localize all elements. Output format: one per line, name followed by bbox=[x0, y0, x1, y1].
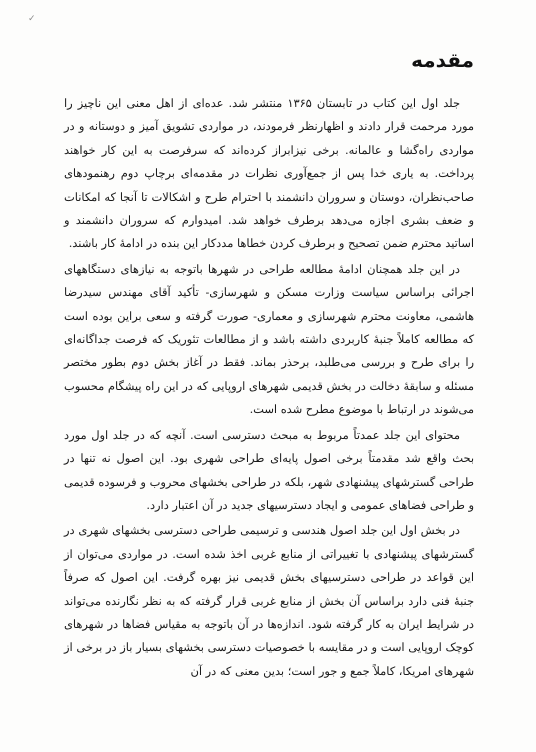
paragraph-3: محتوای این جلد عمدتاً مربوط به مبحث دسترسی است. آنچه که در جلد اول مورد بحث واقع شد مقدمتاً برخی اصول پایه‌ای طراحی شهری بود. این اصول نه تنها در طراحی گسترشهای پیشنهادی شهر، بلکه در طراحی بخشهای محروب و فرسوده قدیمی و طراحی فضاهای عمومی و ایجاد دسترسیهای جدید در آن اعتبار دارد. bbox=[64, 427, 474, 512]
page-heading: مقدمه bbox=[411, 48, 474, 72]
body-text bbox=[64, 92, 474, 683]
paragraph-2: در این جلد همچنان ادامهٔ مطالعه طراحی در شهرها باتوجه به نیازهای دستگاههای اجرائی براساس سیاست وزارت مسکن و شهرسازی- تأکید آقای مهندس سیدرضا هاشمی، معاونت محترم شهرسازی و معماری- صورت گرفته و سعی براین بوده است که مطالعه کاملاً جنبهٔ کاربردی داشته باشد و از مطالعات تئوریک که فرصت جداگانه‌ای را برای طرح و بررسی می‌طلبد، برحذر بماند. فقط در آغاز بخش دوم بطور مختصر مسئله و سابقهٔ دخالت در بخش قدیمی شهرهای اروپایی که در این راه پیشگام محسوب می‌شوند در ارتباط با موضوع مطرح شده است. bbox=[64, 261, 474, 417]
paragraph-1: جلد اول این کتاب در تابستان ۱۳۶۵ منتشر شد. عده‌ای از اهل معنی این ناچیز را مورد مرحمت قرار دادند و اظهارنظر فرمودند، در مواردی تشویق آمیز و دوستانه و در مواردی راه‌گشا و عالمانه. برخی نیزابراز کرده‌اند که سرفرصت به این کار خواهند پرداخت. به یاری خدا پس از جمع‌آوری نظرات در مقدمه‌ای برچاپ دوم رهنمودهای صاحب‌نظران، دوستان و سروران دانشمند با احترام طرح و اشکالات تا آنجا که امکانات و ضعف بشری اجازه می‌دهد برطرف خواهد شد. امیدوارم که سروران دانشمند و اساتید محترم ضمن تصحیح و برطرف کردن خطاها مددکار این بنده در ادامهٔ کار باشند. bbox=[64, 96, 474, 251]
paragraph-4: در بخش اول این جلد اصول هندسی و ترسیمی طراحی دسترسی بخشهای شهری در گسترشهای پیشنهادی با تغییراتی از منابع غربی اخذ شده است. در مواردی می‌توان از این قواعد در طراحی دسترسیهای بخش قدیمی نیز بهره گرفت. این اصول که صرفاً جنبهٔ فنی دارد براساس آن بخش از منابع غربی قرار گرفته که به نظر نگارنده می‌تواند در شرایط ایران به کار گرفته شود. اندازه‌ها در آن باتوجه به مقیاس فضاها در شهرهای کوچک اروپایی است و در مقایسه با خصوصیات دسترسی بخشهای بسیار باز در برخی از شهرهای امریکا، کاملاً جمع و جور است؛ بدین معنی که در آن bbox=[64, 523, 474, 678]
corner-mark: ✓ bbox=[28, 14, 36, 24]
